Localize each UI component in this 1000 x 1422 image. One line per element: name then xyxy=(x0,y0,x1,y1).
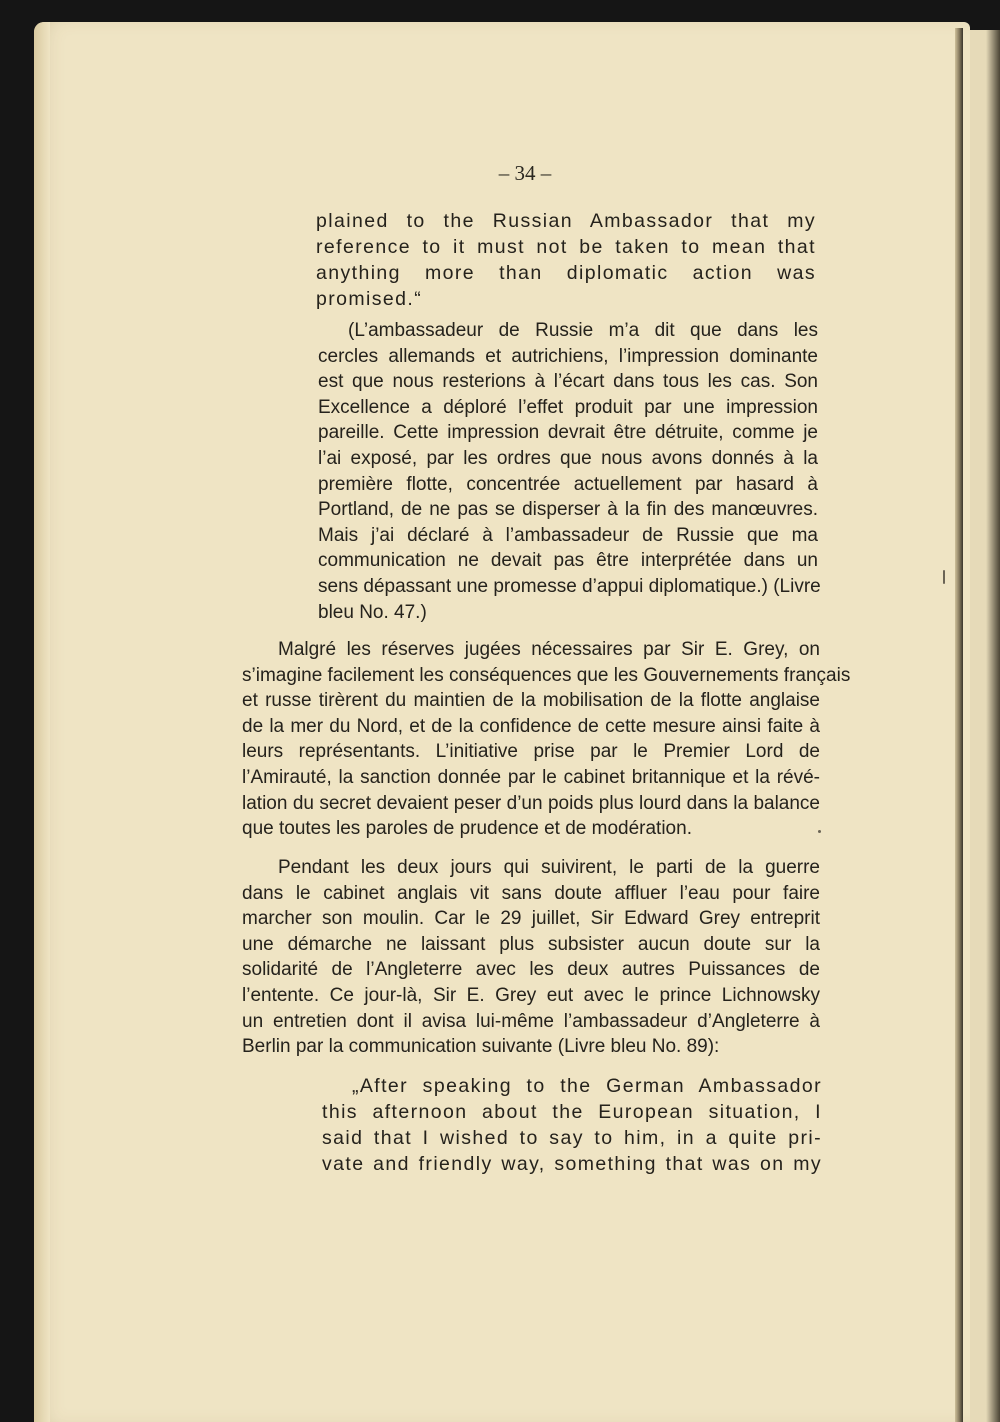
paragraph-1 xyxy=(242,637,851,842)
paper-speck xyxy=(943,570,945,584)
parenthetical-translation xyxy=(318,318,821,625)
page-left-edge xyxy=(34,22,50,1422)
paragraph-line: de la mer du Nord, et de la confidence de cette mesure ainsi faite à xyxy=(242,715,820,737)
parenthetical-line: Portland, de ne pas se disperser à la fin des manœuvres. xyxy=(318,499,818,521)
paragraph-line: et russe tirèrent du maintien de la mobilisation de la flotte anglaise xyxy=(242,690,820,712)
paragraph-2 xyxy=(242,855,820,1060)
paragraph-line: marcher son moulin. Car le 29 juillet, Sir Edward Grey entreprit xyxy=(242,908,820,930)
quote-top-line: anything more than diplomatic action was xyxy=(316,262,816,284)
parenthetical-line: bleu No. 47.) xyxy=(318,601,427,623)
parenthetical-line: communication ne devait pas être interprétée dans un xyxy=(318,550,818,572)
parenthetical-line: est que nous resterions à l’écart dans tous les cas. Son xyxy=(318,371,818,393)
paragraph-line: Pendant les deux jours qui suivirent, le parti de la guerre xyxy=(278,857,820,878)
book-gutter xyxy=(955,28,963,1422)
quote-bottom-line: this afternoon about the European situation, I xyxy=(322,1101,822,1123)
paragraph-line: Berlin par la communication suivante (Livre bleu No. 89): xyxy=(242,1036,720,1058)
quote-bottom-line: vate and friendly way, something that was on my xyxy=(322,1153,822,1175)
quote-bottom xyxy=(322,1073,822,1177)
parenthetical-line: première flotte, concentrée actuellement par hasard à xyxy=(318,473,818,495)
parenthetical-line: sens dépassant une promesse d’appui diplomatique.) (Livre xyxy=(318,575,821,597)
paragraph-line: solidarité de l’Angleterre avec les deux autres Puissances de xyxy=(242,959,820,981)
paragraph-line: Malgré les réserves jugées nécessaires par Sir E. Grey, on xyxy=(278,639,820,660)
paragraph-line: une démarche ne laissant plus subsister aucun doute sur la xyxy=(242,933,820,955)
paragraph-line: l’entente. Ce jour-là, Sir E. Grey eut avec le prince Lichnowsky xyxy=(242,984,820,1006)
parenthetical-line: Excellence a déploré l’effet produit par une impression xyxy=(318,396,818,418)
quote-top xyxy=(316,208,816,312)
quote-top-line: plained to the Russian Ambassador that my xyxy=(316,210,816,232)
parenthetical-line: Mais j’ai déclaré à l’ambassadeur de Russie que ma xyxy=(318,524,818,546)
paragraph-line: leurs représentants. L’initiative prise par le Premier Lord de xyxy=(242,741,820,763)
quote-top-line: promised.“ xyxy=(316,288,423,310)
parenthetical-line: cercles allemands et autrichiens, l’impression dominante xyxy=(318,345,818,367)
quote-top-line: reference to it must not be taken to mean that xyxy=(316,236,816,258)
paragraph-line: dans le cabinet anglais vit sans doute affluer l’eau pour faire xyxy=(242,882,820,904)
facing-page-edge xyxy=(986,30,1000,1422)
paragraph-line: l’Amirauté, la sanction donnée par le cabinet britannique et la révé- xyxy=(242,766,820,788)
paragraph-line: s’imagine facilement les conséquences que les Gouvernements français xyxy=(242,664,851,686)
parenthetical-line: l’ai exposé, par les ordres que nous avons donnés à la xyxy=(318,447,818,469)
quote-bottom-line: „After speaking to the German Ambassador xyxy=(352,1075,822,1097)
parenthetical-line: (L’ambassadeur de Russie m’a dit que dans les xyxy=(348,320,818,341)
paragraph-line: lation du secret devaient peser d’un poids plus lourd dans la balance xyxy=(242,792,820,814)
quote-bottom-line: said that I wished to say to him, in a quite pri- xyxy=(322,1127,822,1149)
parenthetical-line: pareille. Cette impression devrait être détruite, comme je xyxy=(318,422,818,444)
paragraph-line: que toutes les paroles de prudence et de modération. xyxy=(242,818,692,840)
paragraph-line: un entretien dont il avisa lui-même l’ambassadeur d’Angleterre à xyxy=(242,1010,820,1032)
page-number: – 34 – xyxy=(498,161,552,185)
